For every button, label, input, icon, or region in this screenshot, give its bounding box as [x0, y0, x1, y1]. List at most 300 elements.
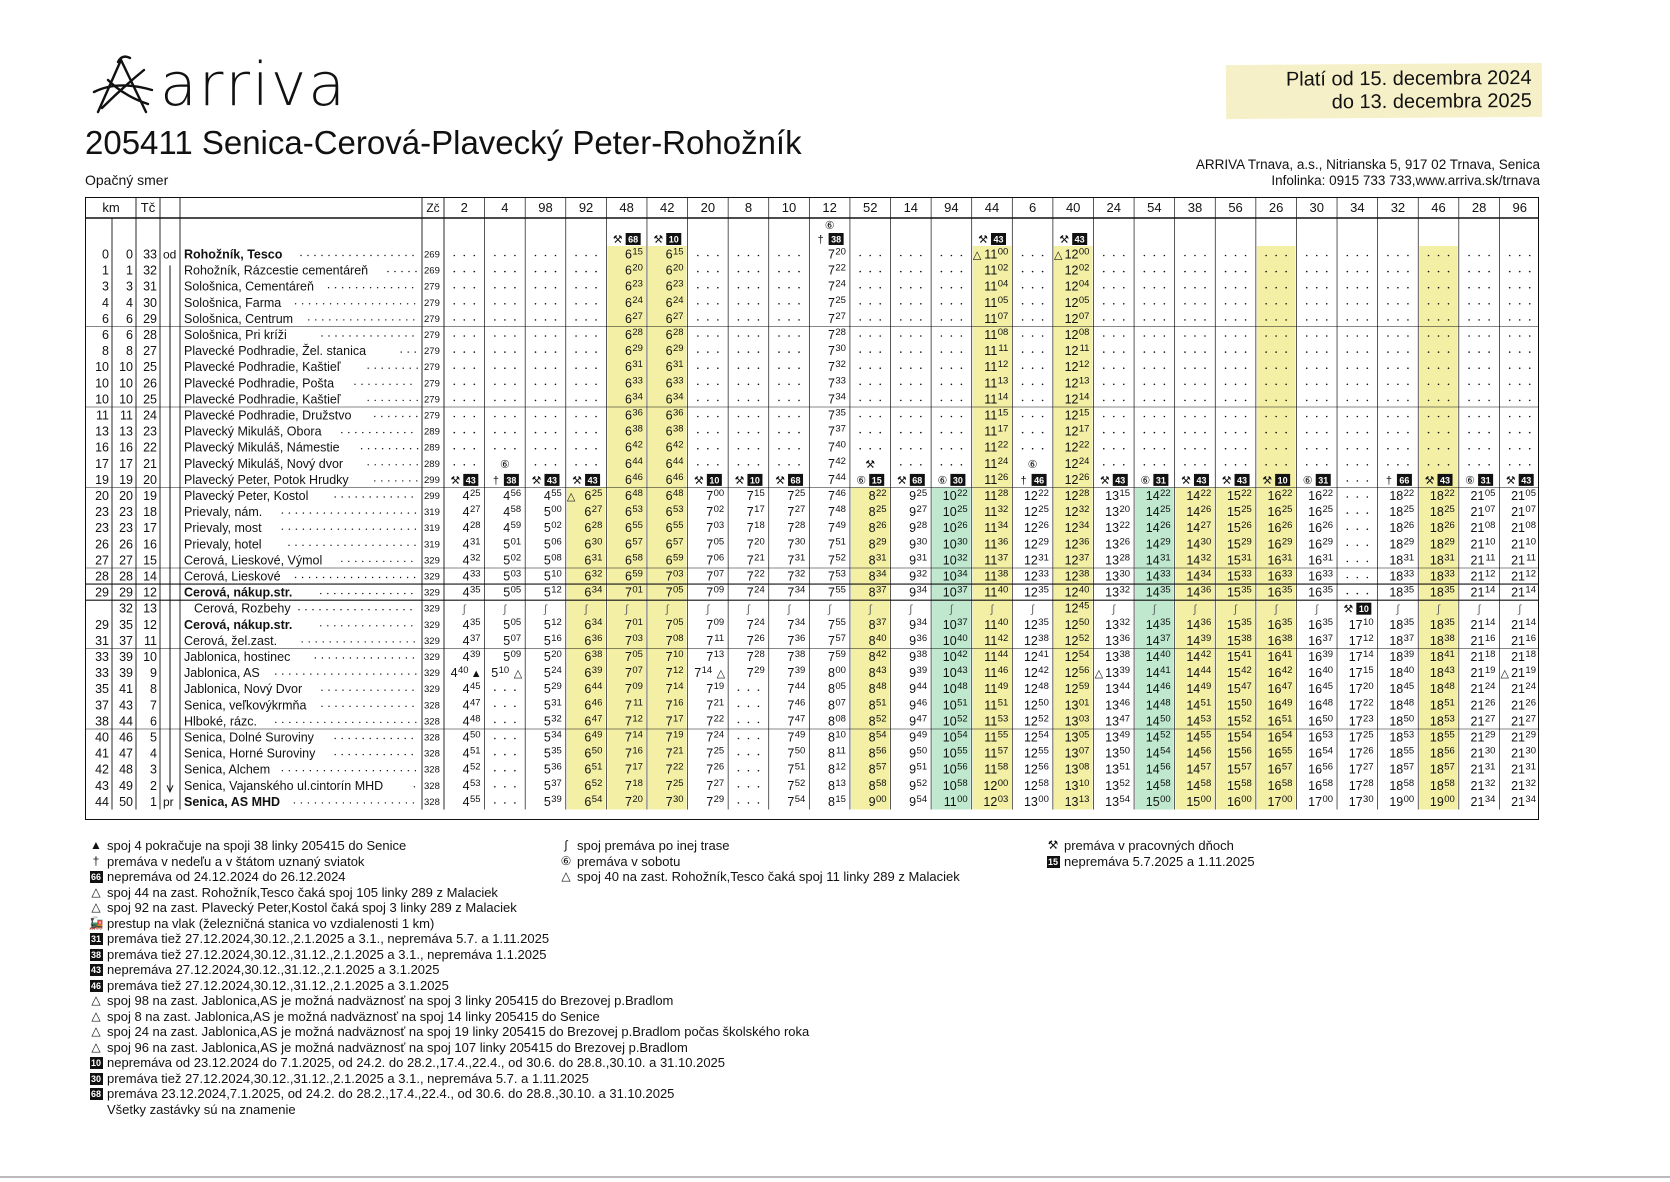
header-trip-number: 14: [903, 200, 919, 215]
leader-dot: [345, 529, 346, 530]
stop-name: Senica, Horné Suroviny: [184, 746, 316, 761]
legend-column-3: [1042, 838, 1255, 869]
stop-km-total: 20: [119, 489, 133, 503]
time-minutes: 32: [1078, 504, 1090, 516]
no-stop-dot: [1367, 545, 1369, 547]
leader-dot: [385, 319, 386, 320]
time-minutes: 33: [1403, 568, 1415, 580]
time-hours: 12: [1023, 682, 1038, 697]
time-minutes: 31: [1281, 552, 1293, 564]
time-hours: 21: [1470, 633, 1485, 648]
stop-tc: 19: [143, 489, 157, 503]
time-hours: 6: [665, 456, 673, 471]
time-hours: 6: [665, 505, 673, 520]
time-minutes: 35: [1281, 616, 1293, 628]
no-stop-dot: [748, 255, 750, 257]
stop-name: Rohožník, Rázcestie cementáreň: [184, 263, 369, 278]
time-minutes: 50: [916, 745, 928, 757]
no-stop-dot: [1407, 255, 1409, 257]
leader-dot: [328, 690, 329, 691]
leader-dot: [396, 464, 397, 465]
leader-dot: [342, 754, 343, 755]
no-stop-dot: [1103, 367, 1105, 369]
leader-dot: [323, 303, 324, 304]
time-hours: 7: [706, 537, 714, 552]
no-stop-dot: [1519, 303, 1521, 305]
no-stop-dot: [1123, 335, 1125, 337]
time-hours: 8: [868, 489, 876, 503]
no-stop-dot: [504, 303, 506, 305]
header-trip-number: 56: [1228, 200, 1243, 215]
time-minutes: 01: [632, 584, 643, 596]
time-hours: 11: [984, 633, 998, 648]
no-stop-dot: [595, 448, 597, 450]
header-km: km: [102, 200, 120, 215]
no-stop-dot: [707, 335, 709, 337]
time-minutes: 00: [957, 793, 968, 805]
alt-route-mark: ∫: [543, 603, 547, 616]
leader-dot: [408, 770, 409, 771]
time-minutes: 44: [794, 681, 806, 693]
time-hours: 12: [1064, 633, 1079, 648]
time-minutes: 42: [875, 649, 887, 660]
stop-zone: 329: [424, 684, 440, 696]
time-minutes: 36: [1078, 536, 1090, 548]
time-hours: 14: [1186, 537, 1201, 552]
time-minutes: 02: [510, 552, 522, 564]
time-hours: 7: [746, 633, 754, 648]
no-stop-dot: [738, 464, 740, 466]
time-hours: 12: [1023, 730, 1038, 745]
stop-km-total: 46: [119, 730, 133, 745]
leader-dot: [380, 512, 381, 513]
no-stop-dot: [1032, 271, 1034, 273]
legend-item: [85, 885, 809, 901]
leader-dot: [343, 802, 344, 803]
time-hours: 9: [909, 714, 917, 729]
leader-dot: [376, 432, 377, 433]
leader-dot: [324, 512, 325, 513]
no-stop-dot: [900, 335, 902, 337]
time-minutes: 28: [794, 520, 806, 532]
time-minutes: 24: [1484, 681, 1496, 693]
time-minutes: 51: [916, 761, 928, 773]
time-hours: 18: [1389, 698, 1404, 713]
leader-dot: [344, 545, 345, 546]
no-stop-dot: [494, 335, 496, 337]
time-hours: 14: [1145, 489, 1160, 503]
leader-dot: [393, 303, 394, 304]
no-stop-dot: [1144, 303, 1146, 305]
time-hours: 7: [665, 585, 673, 600]
no-stop-dot: [1265, 416, 1267, 418]
no-stop-dot: [1184, 400, 1186, 402]
no-stop-dot: [879, 367, 881, 369]
no-stop-dot: [738, 722, 740, 724]
time-minutes: 22: [672, 761, 684, 773]
time-minutes: 25: [1322, 504, 1334, 516]
time-hours: 15: [1226, 633, 1241, 648]
time-hours: 5: [503, 650, 511, 664]
time-hours: 7: [665, 617, 673, 632]
no-stop-dot: [920, 319, 922, 321]
time-hours: 14: [1186, 505, 1201, 520]
header-trip-number: 98: [538, 200, 553, 215]
no-stop-dot: [1022, 432, 1024, 434]
time-minutes: 00: [1038, 793, 1049, 805]
no-stop-dot: [1367, 319, 1369, 321]
no-stop-dot: [545, 367, 547, 369]
leader-dot: [415, 529, 416, 530]
no-stop-dot: [535, 448, 537, 450]
time-minutes: 25: [1403, 504, 1415, 516]
leader-dot: [363, 335, 364, 336]
time-hours: 7: [827, 456, 835, 471]
leader-dot: [352, 673, 353, 674]
leader-dot: [379, 577, 380, 578]
time-hours: 12: [1023, 650, 1038, 664]
stop-km: 10: [95, 376, 109, 391]
time-hours: 21: [1470, 666, 1485, 681]
no-stop-dot: [1235, 351, 1237, 353]
stop-tc: 5: [150, 730, 157, 745]
time-minutes: 50: [1160, 713, 1171, 725]
no-stop-dot: [717, 319, 719, 321]
leader-dot: [316, 545, 317, 546]
no-stop-dot: [1194, 255, 1196, 257]
time-minutes: 08: [672, 632, 684, 644]
time-hours: 7: [827, 472, 835, 487]
time-minutes: 44: [997, 649, 1009, 660]
no-stop-dot: [473, 432, 475, 434]
no-stop-dot: [585, 351, 587, 353]
time-hours: 21: [1511, 617, 1525, 632]
no-stop-dot: [748, 367, 750, 369]
no-stop-dot: [1144, 319, 1146, 321]
no-stop-dot: [707, 448, 709, 450]
time-minutes: 25: [794, 488, 806, 499]
time-minutes: 14: [701, 665, 713, 677]
leader-dot: [321, 706, 322, 707]
leader-dot: [399, 657, 400, 658]
time-hours: 6: [584, 666, 592, 681]
leader-dot: [330, 545, 331, 546]
stop-direction-mark: pr: [163, 794, 174, 809]
leader-dot: [328, 255, 329, 256]
legend-item: [555, 838, 960, 854]
time-hours: 7: [625, 746, 632, 761]
time-hours: 15: [1226, 714, 1241, 729]
time-minutes: 36: [916, 632, 928, 644]
time-minutes: 27: [713, 777, 725, 789]
time-minutes: 46: [835, 488, 846, 499]
no-stop-dot: [1144, 416, 1146, 418]
alt-route-mark: ∫: [1234, 603, 1238, 616]
no-stop-dot: [1316, 287, 1318, 289]
no-stop-dot: [1285, 271, 1287, 273]
time-minutes: 37: [470, 632, 481, 644]
time-hours: 18: [1429, 778, 1444, 793]
no-stop-dot: [1357, 545, 1359, 547]
time-minutes: 00: [1160, 793, 1171, 805]
time-minutes: 26: [1525, 697, 1536, 709]
note-symbol: ⚒: [978, 234, 988, 246]
time-hours: 10: [942, 714, 957, 729]
no-stop-dot: [585, 432, 587, 434]
time-hours: 6: [665, 489, 673, 503]
no-stop-dot: [920, 400, 922, 402]
time-hours: 12: [1023, 746, 1038, 761]
no-stop-dot: [910, 400, 912, 402]
time-hours: 12: [1064, 617, 1079, 632]
time-minutes: 29: [1160, 536, 1171, 548]
time-hours: 12: [1064, 392, 1079, 407]
no-stop-dot: [758, 400, 760, 402]
no-stop-dot: [1357, 351, 1359, 353]
no-stop-dot: [463, 416, 465, 418]
no-stop-dot: [535, 384, 537, 386]
no-stop-dot: [1428, 416, 1430, 418]
header-zc: Zč: [426, 201, 440, 215]
no-stop-dot: [1275, 384, 1277, 386]
time-minutes: 16: [551, 632, 562, 644]
time-hours: 9: [909, 521, 917, 536]
time-minutes: 31: [875, 552, 887, 564]
no-stop-dot: [1042, 319, 1044, 321]
leader-dot: [378, 802, 379, 803]
leader-dot: [390, 625, 391, 626]
time-minutes: 59: [632, 568, 643, 580]
time-minutes: 11: [633, 697, 643, 709]
time-minutes: 25: [1281, 504, 1293, 516]
time-hours: 6: [625, 263, 632, 278]
no-stop-dot: [595, 271, 597, 273]
leader-dot: [376, 625, 377, 626]
note-box-label: 30: [952, 475, 963, 486]
time-minutes: 48: [1444, 681, 1455, 693]
time-minutes: 51: [794, 761, 806, 773]
leader-dot: [282, 673, 283, 674]
time-minutes: 00: [1281, 793, 1293, 805]
leader-dot: [317, 770, 318, 771]
time-hours: 8: [827, 666, 835, 681]
no-stop-dot: [1367, 480, 1369, 482]
time-minutes: 49: [916, 729, 928, 741]
leader-dot: [341, 561, 342, 562]
no-stop-dot: [900, 287, 902, 289]
no-stop-dot: [1367, 512, 1369, 514]
stop-name: Cerová, nákup.str.: [184, 617, 293, 632]
no-stop-dot: [1306, 303, 1308, 305]
time-hours: 18: [1389, 762, 1404, 777]
no-stop-dot: [869, 351, 871, 353]
no-stop-dot: [1154, 367, 1156, 369]
leader-dot: [403, 448, 404, 449]
time-minutes: 00: [1322, 793, 1334, 805]
no-stop-dot: [748, 400, 750, 402]
time-hours: 17: [1348, 633, 1363, 648]
time-hours: 8: [868, 714, 876, 729]
no-stop-dot: [1103, 448, 1105, 450]
time-minutes: 55: [1281, 745, 1293, 757]
no-stop-dot: [1438, 351, 1440, 353]
leader-dot: [394, 529, 395, 530]
time-hours: 16: [1267, 585, 1282, 600]
no-stop-dot: [504, 738, 506, 740]
no-stop-dot: [1204, 400, 1206, 402]
time-hours: 7: [625, 666, 632, 681]
time-hours: 6: [584, 489, 592, 503]
leader-dot: [387, 722, 388, 723]
no-stop-dot: [555, 255, 557, 257]
no-stop-dot: [1245, 255, 1247, 257]
no-stop-dot: [1428, 432, 1430, 434]
leader-dot: [316, 577, 317, 578]
leader-dot: [331, 512, 332, 513]
timetable: [85, 197, 1539, 820]
leader-dot: [300, 255, 301, 256]
time-minutes: 17: [754, 504, 765, 516]
no-stop-dot: [758, 786, 760, 788]
time-minutes: 52: [1119, 777, 1131, 789]
no-stop-dot: [514, 400, 516, 402]
time-hours: 4: [462, 617, 470, 632]
time-hours: 15: [1226, 698, 1241, 713]
time-hours: 13: [1105, 650, 1120, 664]
time-hours: 7: [706, 730, 714, 745]
time-hours: 12: [1064, 682, 1079, 697]
stop-name: Plavecké Podhradie, Pošta: [184, 376, 335, 391]
time-minutes: 51: [835, 536, 846, 548]
time-minutes: 38: [1119, 649, 1131, 660]
leader-dot: [384, 706, 385, 707]
no-stop-dot: [494, 287, 496, 289]
no-stop-dot: [1387, 432, 1389, 434]
no-stop-dot: [1488, 287, 1490, 289]
time-hours: 4: [462, 553, 470, 568]
time-minutes: 47: [794, 713, 806, 725]
time-minutes: 34: [875, 568, 887, 580]
leader-dot: [385, 802, 386, 803]
no-stop-dot: [1367, 384, 1369, 386]
legend-text: premáva tiež 27.12.2024,30.12.,31.12.,2.1.2025 a 3.1.2025: [107, 977, 449, 993]
legend-text: spoj 24 na zast. Jablonica,AS je možná nadväznosť na spoj 19 linky 205415 do Brezovej p.Bradlom počas školského roka: [107, 1024, 810, 1039]
no-stop-dot: [879, 400, 881, 402]
time-minutes: 52: [1038, 713, 1049, 725]
time-hours: 7: [706, 698, 714, 713]
no-stop-dot: [1357, 319, 1359, 321]
no-stop-dot: [1032, 367, 1034, 369]
time-minutes: 37: [551, 777, 562, 789]
no-stop-dot: [1113, 416, 1115, 418]
time-hours: 4: [462, 489, 470, 503]
no-stop-dot: [859, 271, 861, 273]
no-stop-dot: [951, 303, 953, 305]
leader-dot: [409, 480, 410, 481]
time-minutes: 11: [1526, 552, 1536, 564]
time-hours: 4: [462, 778, 470, 793]
leader-dot: [393, 545, 394, 546]
leader-dot: [358, 545, 359, 546]
time-hours: 13: [1064, 762, 1079, 777]
time-minutes: 26: [1038, 520, 1049, 532]
no-stop-dot: [697, 464, 699, 466]
leader-dot: [382, 368, 383, 369]
time-hours: 5: [543, 666, 551, 681]
time-hours: 5: [543, 714, 551, 729]
time-hours: 16: [1308, 569, 1323, 584]
leader-dot: [401, 351, 402, 352]
time-hours: 6: [584, 585, 592, 600]
time-hours: 16: [1267, 569, 1282, 584]
leader-dot: [351, 545, 352, 546]
leader-dot: [366, 722, 367, 723]
no-stop-dot: [738, 384, 740, 386]
time-minutes: 31: [1241, 552, 1252, 564]
time-hours: 12: [1064, 553, 1079, 568]
time-minutes: 45: [470, 681, 481, 693]
time-minutes: 25: [875, 504, 887, 516]
time-minutes: 00: [713, 488, 725, 499]
time-minutes: 20: [754, 536, 765, 548]
no-stop-dot: [1387, 400, 1389, 402]
time-minutes: 39: [1119, 665, 1131, 677]
time-hours: 14: [1186, 714, 1201, 729]
no-stop-dot: [1144, 448, 1146, 450]
no-stop-dot: [859, 335, 861, 337]
no-stop-dot: [504, 432, 506, 434]
time-hours: 6: [584, 794, 592, 809]
leader-dot: [319, 609, 320, 610]
no-stop-dot: [555, 384, 557, 386]
time-hours: 9: [909, 698, 917, 713]
leader-dot: [350, 319, 351, 320]
time-minutes: 40: [997, 616, 1009, 628]
time-hours: 15: [1226, 746, 1241, 761]
legend-code: 31: [90, 934, 101, 944]
no-stop-dot: [951, 448, 953, 450]
time-hours: 7: [706, 569, 714, 584]
time-hours: 7: [665, 698, 673, 713]
time-hours: 14: [1145, 698, 1160, 713]
no-stop-dot: [1438, 367, 1440, 369]
no-stop-dot: [859, 400, 861, 402]
no-stop-dot: [778, 303, 780, 305]
time-hours: 14: [1145, 746, 1160, 761]
time-hours: 14: [1186, 778, 1201, 793]
no-stop-dot: [545, 464, 547, 466]
leader-dot: [397, 593, 398, 594]
note-symbol: ⚒: [734, 474, 745, 487]
stop-zone: 319: [424, 523, 440, 535]
note-box-label: 10: [709, 475, 720, 486]
time-hours: 13: [1105, 682, 1120, 697]
time-minutes: 25: [957, 504, 968, 516]
leader-dot: [377, 754, 378, 755]
time-hours: 4: [462, 537, 470, 552]
time-minutes: 35: [1322, 584, 1334, 596]
no-stop-dot: [951, 400, 953, 402]
leader-dot: [415, 770, 416, 771]
leader-dot: [405, 287, 406, 288]
time-hours: 18: [1389, 537, 1404, 552]
time-hours: 6: [625, 472, 632, 487]
no-stop-dot: [717, 400, 719, 402]
time-minutes: 49: [794, 729, 806, 741]
time-minutes: 06: [713, 552, 725, 564]
time-minutes: 50: [1403, 713, 1415, 725]
legend-symbol: ▲: [90, 838, 102, 852]
